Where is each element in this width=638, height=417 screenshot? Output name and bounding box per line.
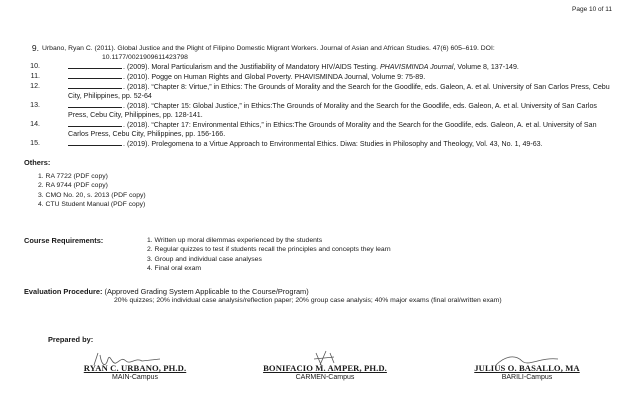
prepared-by-label: Prepared by: [48, 335, 94, 344]
evaluation-description: 20% quizzes; 20% individual case analysis/reflection paper; 20% group case analysis; 40% major exams (final oral/written exam) [114, 297, 502, 304]
reference-doi: 10.1177/0021909611423798 [102, 54, 188, 61]
list-item: 1. Written up moral dilemmas experienced by the students [147, 237, 323, 244]
signature-graphic [90, 351, 170, 371]
page-number: Page 10 of 11 [572, 6, 612, 13]
reference-list [30, 43, 612, 149]
list-item: 4. CTU Student Manual (PDF copy) [38, 200, 146, 208]
reference-item [30, 62, 612, 72]
list-item: 1. RA 7722 (PDF copy) [38, 173, 108, 180]
reference-text: . (2010). Pogge on Human Rights and Global Poverty. PHAVISMINDA Journal, Volume 9: 75-89. [123, 73, 426, 81]
author-blank-line [68, 101, 122, 108]
signatory-name: RYAN C. URBANO, PH.D. [83, 363, 187, 373]
author-blank-line [68, 72, 122, 79]
reference-text: . (2018). “Chapter 15: Global Justice,” in Ethics:The Grounds of Morality and the Search for the Goodlife, eds. Galeon, A. et al. University of San Carlos Press, Cebu City, Philippines, pp. 128-141. [68, 102, 597, 119]
reference-number: 12. [30, 82, 40, 90]
reference-item [30, 120, 612, 139]
signature-graphic [492, 353, 562, 371]
list-item: 3. CMO No. 20, s. 2013 (PDF copy) [38, 191, 146, 199]
signature-graphic [310, 349, 340, 371]
reference-text: . (2018). “Chapter 8: Virtue,” in Ethics: The Grounds of Morality and the Search for the Goodlife, eds. Galeon, A. et al. University of San Carlos Press, Cebu City, Philippines, pp. 52-64 [68, 83, 610, 100]
author-blank-line [68, 82, 122, 89]
list-item: 3. Group and individual case analyses [147, 255, 262, 263]
reference-number: 10. [30, 62, 40, 70]
evaluation-heading-row [24, 287, 309, 296]
reference-text-tail: , Volume 8, 137-149. [453, 63, 519, 71]
reference-number: 13. [30, 101, 40, 109]
signatory-urbano [70, 363, 200, 381]
others-list [24, 172, 146, 209]
reference-item [31, 43, 612, 62]
reference-text: . (2009). Moral Particularism and the Justifiability of Mandatory HIV/AIDS Testing. [123, 63, 380, 71]
reference-number: 11. [30, 72, 40, 80]
signatory-amper [250, 363, 400, 381]
signatory-campus: BARILI-Campus [501, 374, 553, 381]
signatory-name: JULIUS O. BASALLO, MA [474, 363, 580, 373]
signatory-campus: MAIN-Campus [112, 374, 158, 381]
reference-number: 15. [30, 139, 40, 147]
signatory-name: BONIFACIO M. AMPER, PH.D. [263, 363, 387, 373]
course-requirements-heading: Course Requirements: [24, 236, 104, 245]
list-item: 4. Final oral exam [147, 264, 202, 272]
signatory-basallo [452, 363, 602, 381]
reference-text: . (2019). Prolegomena to a Virtue Approach to Environmental Ethics. Diwa: Studies in Philosophy and Theology, Vol. 43, No. 1, 49-63. [123, 140, 543, 148]
reference-item [30, 72, 612, 82]
reference-journal: PHAVISMINDA Journal [379, 63, 454, 71]
list-item: 2. RA 9744 (PDF copy) [38, 182, 108, 190]
signatory-campus: CARMEN-Campus [295, 374, 355, 381]
reference-text: Urbano, Ryan C. (2011). Global Justice and the Plight of Filipino Domestic Migrant Workers. Journal of Asian and African Studies. 47(6) 605–619. DOI: [42, 45, 495, 52]
list-item: 2. Regular quizzes to test if students recall the principles and concepts they learn [147, 246, 391, 254]
reference-item [30, 139, 612, 149]
author-blank-line [68, 62, 122, 69]
others-heading: Others: [24, 158, 51, 167]
evaluation-heading: Evaluation Procedure: [24, 287, 103, 296]
reference-item [30, 101, 612, 120]
author-blank-line [68, 139, 122, 146]
course-requirements-list [147, 236, 391, 273]
author-blank-line [68, 120, 122, 127]
reference-item [30, 82, 612, 101]
reference-number: 9. [31, 43, 39, 53]
reference-number: 14. [30, 120, 40, 128]
evaluation-subheading: (Approved Grading System Applicable to the Course/Program) [104, 287, 309, 296]
reference-text: . (2018). “Chapter 17: Environmental Ethics,” in Ethics:The Grounds of Morality and the Search for the Goodlife, eds. Galeon, A. et al. University of San Carlos Press, Cebu City, Philippines, pp. 156-166. [68, 121, 597, 138]
